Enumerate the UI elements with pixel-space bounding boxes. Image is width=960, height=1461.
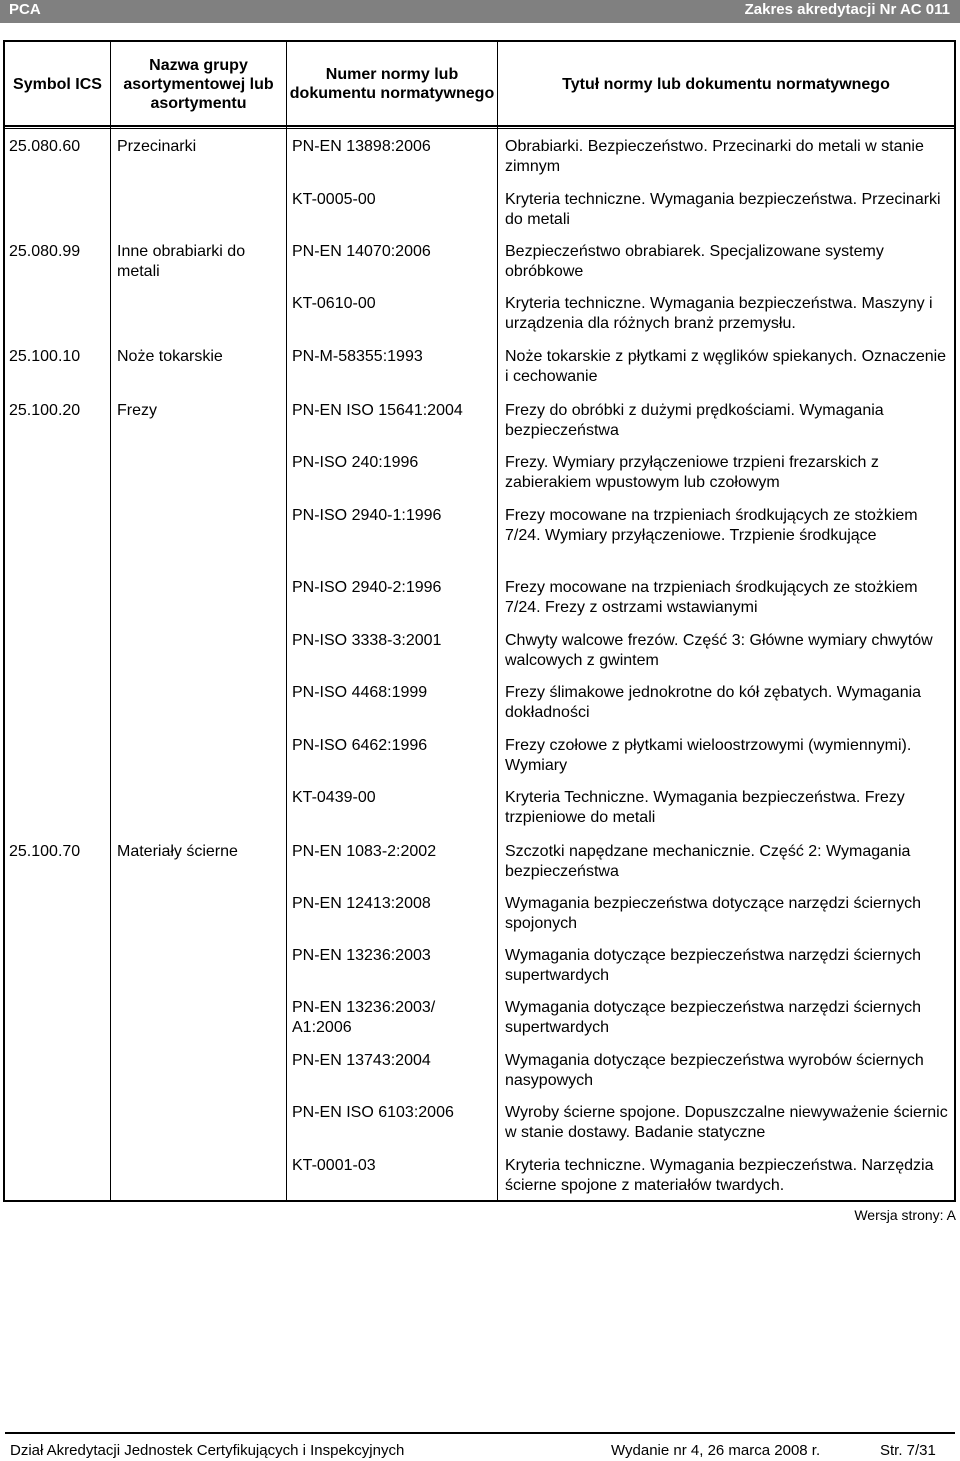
cell-title: Frezy ślimakowe jednokrotne do kół zębatych. Wymagania dokładności xyxy=(505,684,922,721)
cell-name: Frezy xyxy=(117,402,157,419)
cell-norm: PN-EN 13236:2003/ A1:2006 xyxy=(292,999,436,1036)
column-divider xyxy=(497,40,498,1202)
cell-norm: PN-ISO 240:1996 xyxy=(292,454,419,471)
cell-title: Wyroby ścierne spojone. Dopuszczalne niewyważenie ściernic w stanie dostawy. Badanie statyczne xyxy=(505,1104,948,1141)
cell-norm: PN-EN 13898:2006 xyxy=(292,138,431,155)
cell-norm: PN-EN 1083-2:2002 xyxy=(292,843,437,860)
cell-title: Wymagania dotyczące bezpieczeństwa narzędzi ściernych supertwardych xyxy=(505,947,922,984)
page-header-bar xyxy=(0,0,960,23)
cell-norm: KT-0001-03 xyxy=(292,1157,376,1174)
cell-name: Materiały ścierne xyxy=(117,843,238,860)
cell-title: Szczotki napędzane mechanicznie. Część 2: Wymagania bezpieczeństwa xyxy=(505,843,911,880)
cell-title: Frezy mocowane na trzpieniach środkujących ze stożkiem 7/24. Frezy z ostrzami wstawianymi xyxy=(505,579,918,616)
cell-ics: 25.080.60 xyxy=(9,138,81,155)
column-divider xyxy=(286,40,287,1202)
footer-department: Dział Akredytacji Jednostek Certyfikujących i Inspekcyjnych xyxy=(10,1442,405,1459)
cell-title: Kryteria techniczne. Wymagania bezpieczeństwa. Narzędzia ścierne spojone z materiałów twardych. xyxy=(505,1157,934,1194)
cell-ics: 25.100.70 xyxy=(9,843,81,860)
header-divider xyxy=(3,125,956,127)
column-header-ics: Symbol ICS xyxy=(13,75,102,93)
cell-title: Wymagania bezpieczeństwa dotyczące narzędzi ściernych spojonych xyxy=(505,895,922,932)
cell-title: Wymagania dotyczące bezpieczeństwa wyrobów ściernych nasypowych xyxy=(505,1052,924,1089)
cell-norm: KT-0005-00 xyxy=(292,191,376,208)
cell-title: Bezpieczeństwo obrabiarek. Specjalizowane systemy obróbkowe xyxy=(505,243,884,280)
cell-title: Obrabiarki. Bezpieczeństwo. Przecinarki do metali w stanie zimnym xyxy=(505,138,924,175)
cell-name: Noże tokarskie xyxy=(117,348,223,365)
cell-title: Chwyty walcowe frezów. Część 3: Główne wymiary chwytów walcowych z gwintem xyxy=(505,632,933,669)
cell-title: Wymagania dotyczące bezpieczeństwa narzędzi ściernych supertwardych xyxy=(505,999,922,1036)
cell-norm: PN-EN 14070:2006 xyxy=(292,243,431,260)
cell-title: Kryteria Techniczne. Wymagania bezpieczeństwa. Frezy trzpieniowe do metali xyxy=(505,789,905,826)
cell-norm: PN-ISO 4468:1999 xyxy=(292,684,428,701)
footer-page-number: Str. 7/31 xyxy=(880,1442,936,1459)
cell-norm: PN-EN 13743:2004 xyxy=(292,1052,431,1069)
cell-ics: 25.100.10 xyxy=(9,348,81,365)
cell-norm: KT-0610-00 xyxy=(292,295,376,312)
cell-title: Kryteria techniczne. Wymagania bezpieczeństwa. Maszyny i urządzenia dla różnych branż przemysłu. xyxy=(505,295,933,332)
page-footer xyxy=(5,1432,955,1460)
cell-norm: PN-EN 12413:2008 xyxy=(292,895,431,912)
cell-norm: PN-ISO 3338-3:2001 xyxy=(292,632,442,649)
cell-title: Frezy. Wymiary przyłączeniowe trzpieni frezarskich z zabierakiem wpustowym lub czołowym xyxy=(505,454,879,491)
header-left: PCA xyxy=(9,1,41,18)
cell-norm: PN-ISO 6462:1996 xyxy=(292,737,428,754)
cell-title: Frezy do obróbki z dużymi prędkościami. Wymagania bezpieczeństwa xyxy=(505,402,884,439)
footer-edition: Wydanie nr 4, 26 marca 2008 r. xyxy=(611,1442,821,1459)
cell-norm: PN-M-58355:1993 xyxy=(292,348,423,365)
header-divider xyxy=(3,128,956,129)
column-divider xyxy=(110,40,111,1202)
column-header-title: Tytuł normy lub dokumentu normatywnego xyxy=(562,75,890,93)
cell-norm: PN-EN 13236:2003 xyxy=(292,947,431,964)
cell-norm: PN-EN ISO 15641:2004 xyxy=(292,402,463,419)
cell-norm: PN-ISO 2940-1:1996 xyxy=(292,507,442,524)
cell-norm: KT-0439-00 xyxy=(292,789,376,806)
column-header-norm: Numer normy lub dokumentu normatywnego xyxy=(289,66,495,102)
cell-name: Przecinarki xyxy=(117,138,197,155)
cell-title: Frezy czołowe z płytkami wieloostrzowymi (wymiennymi). Wymiary xyxy=(505,737,912,774)
cell-norm: PN-ISO 2940-2:1996 xyxy=(292,579,442,596)
column-header-name: Nazwa grupy asortymentowej lub asortymentu xyxy=(123,56,274,112)
cell-ics: 25.100.20 xyxy=(9,402,81,419)
cell-title: Noże tokarskie z płytkami z węglików spiekanych. Oznaczenie i cechowanie xyxy=(505,348,947,385)
header-right: Zakres akredytacji Nr AC 011 xyxy=(744,1,950,18)
cell-name: Inne obrabiarki do metali xyxy=(117,243,246,280)
page-version: Wersja strony: A xyxy=(854,1207,956,1223)
cell-ics: 25.080.99 xyxy=(9,243,81,260)
cell-title: Kryteria techniczne. Wymagania bezpieczeństwa. Przecinarki do metali xyxy=(505,191,941,228)
cell-norm: PN-EN ISO 6103:2006 xyxy=(292,1104,454,1121)
cell-title: Frezy mocowane na trzpieniach środkujących ze stożkiem 7/24. Wymiary przyłączeniowe. Trzpienie środkujące xyxy=(505,507,918,544)
